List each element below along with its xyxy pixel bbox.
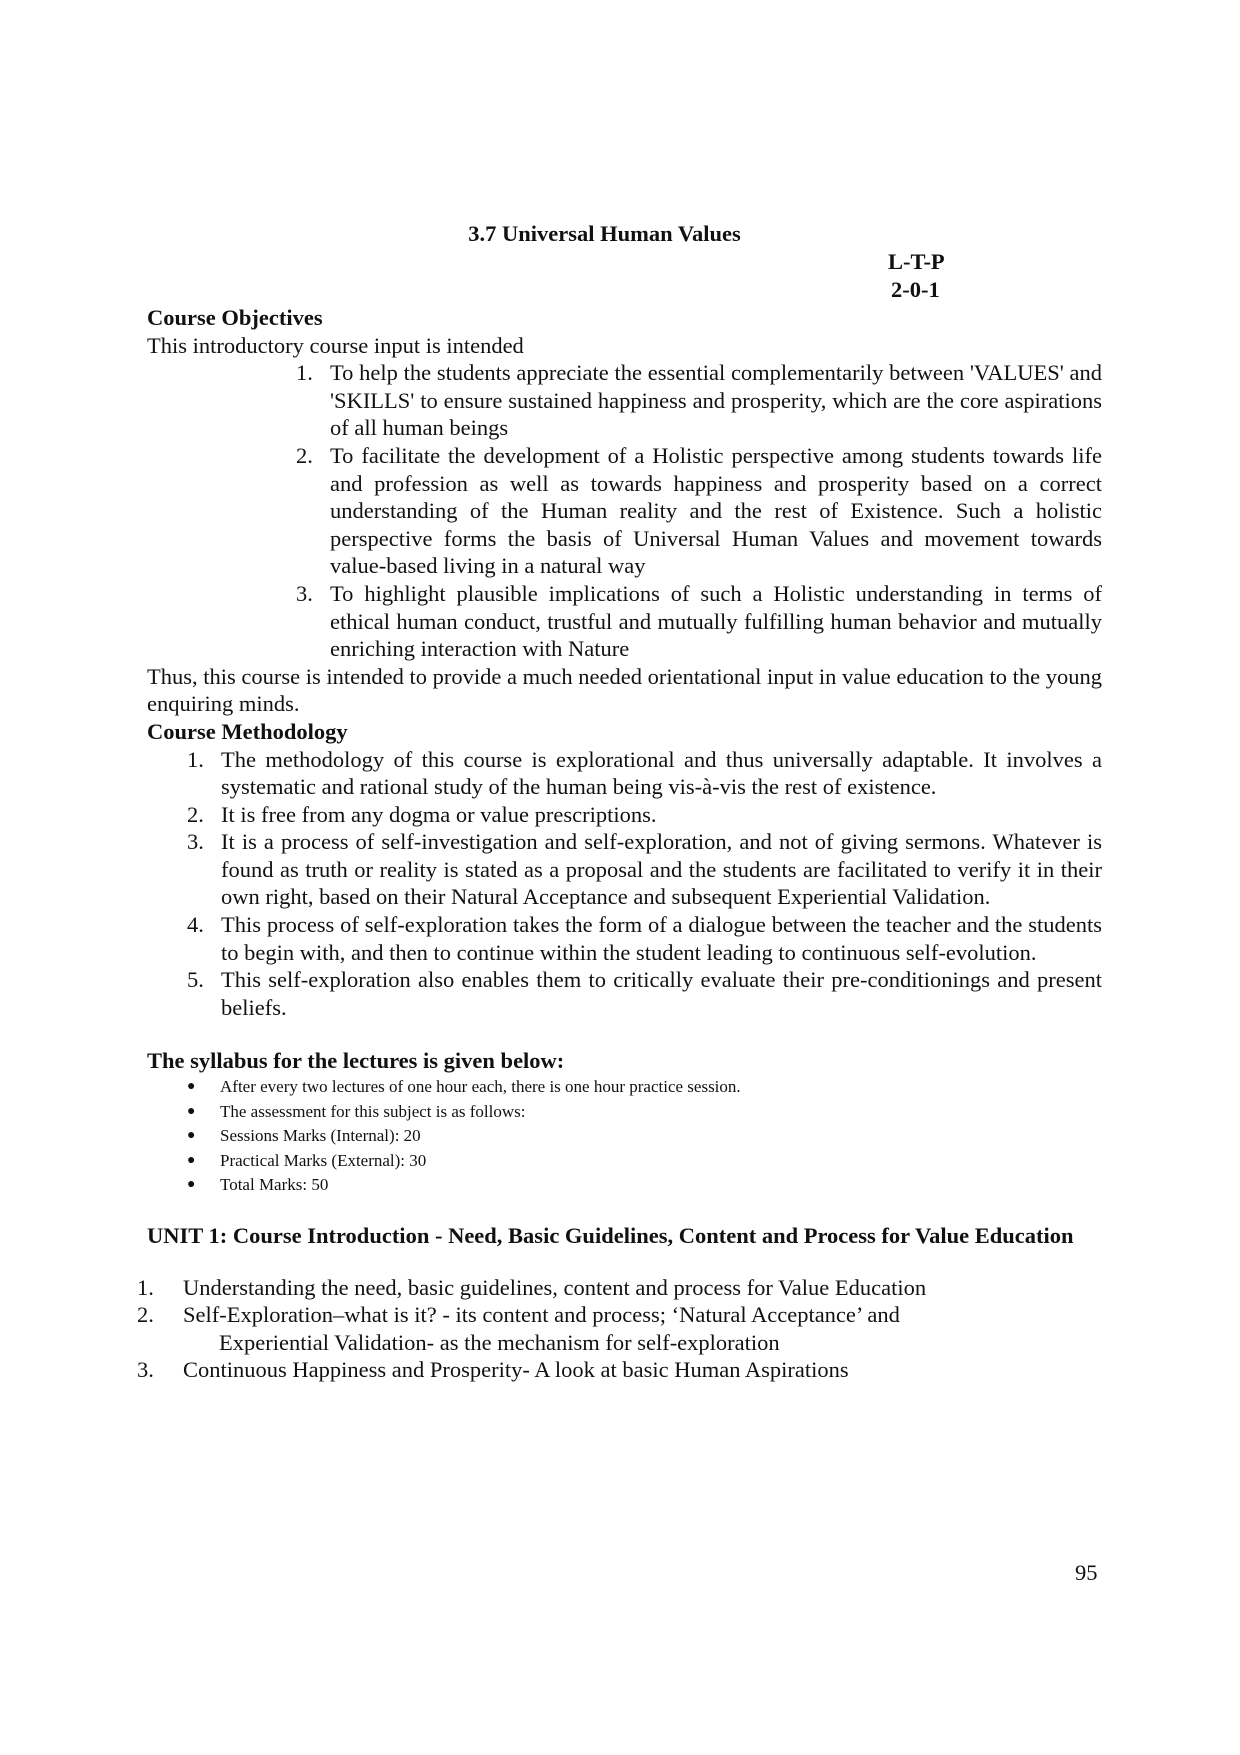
list-item <box>137 1274 1102 1302</box>
item-number: 4. <box>187 912 204 938</box>
item-text: Total Marks: 50 <box>220 1175 329 1195</box>
objectives-heading: Course Objectives <box>147 305 323 330</box>
bullet-icon: ● <box>187 1152 196 1168</box>
item-text: The assessment for this subject is as follows: <box>220 1101 526 1121</box>
unit1-heading: UNIT 1: Course Introduction - Need, Basic Guidelines, Content and Process for Value Education <box>147 1223 1074 1248</box>
item-text: To help the students appreciate the essential complementarily between 'VALUES' and 'SKILLS' to ensure sustained happiness and prosperity, which are the core aspirations of all human beings <box>330 360 1102 441</box>
list-item <box>187 746 1102 801</box>
list-item <box>187 1149 1102 1174</box>
list-item <box>187 1100 1102 1125</box>
list-item <box>137 1356 1102 1384</box>
bullet-icon: ● <box>187 1079 196 1095</box>
item-text: Continuous Happiness and Prosperity- A look at basic Human Aspirations <box>183 1357 849 1383</box>
item-number: 2. <box>137 1302 154 1328</box>
item-text: It is free from any dogma or value prescriptions. <box>221 801 657 827</box>
list-item <box>187 966 1102 1021</box>
item-number: 5. <box>187 967 204 993</box>
item-text: This process of self-exploration takes the form of a dialogue between the teacher and the students to begin with, and then to continue within the student leading to continuous self-evolution. <box>221 912 1102 965</box>
list-item <box>187 1173 1102 1198</box>
item-number: 1. <box>137 1274 154 1300</box>
item-text: Sessions Marks (Internal): 20 <box>220 1126 421 1146</box>
objectives-intro: This introductory course input is intended <box>147 332 524 358</box>
list-item <box>187 1124 1102 1149</box>
objectives-list <box>147 359 1102 663</box>
item-text: To highlight plausible implications of such a Holistic understanding in terms of ethical human conduct, trustful and mutually fulfilling human behavior and mutually enriching interaction with Nature <box>330 580 1102 662</box>
bullet-icon: ● <box>187 1128 196 1144</box>
item-number: 3. <box>296 580 313 606</box>
syllabus-list <box>147 1075 1102 1198</box>
item-number: 3. <box>187 829 204 855</box>
list-item <box>187 1075 1102 1100</box>
syllabus-heading: The syllabus for the lectures is given below: <box>147 1048 565 1074</box>
document-page <box>137 220 1102 1384</box>
item-text-continuation: Experiential Validation- as the mechanism for self-exploration <box>219 1329 780 1355</box>
item-text: It is a process of self-investigation and self-exploration, and not of giving sermons. Whatever is found as truth or reality is stated as a proposal and the students are facilitated to verify it in their own right, based on their Natural Acceptance and subsequent Experiential Validation. <box>221 829 1102 910</box>
item-number: 2. <box>296 442 313 468</box>
bullet-icon: ● <box>187 1103 196 1119</box>
ltp-label: L-T-P <box>888 249 945 274</box>
item-text: To facilitate the development of a Holistic perspective among students towards life and profession as well as towards happiness and prosperity based on a correct understanding of the Human reality and the rest of Existence. Such a holistic perspective forms the basis of Universal Human Values and movement towards value-based living in a natural way <box>330 442 1102 579</box>
unit1-list <box>137 1274 1102 1384</box>
item-text: After every two lectures of one hour each, there is one hour practice session. <box>220 1077 741 1097</box>
item-text: Understanding the need, basic guidelines, content and process for Value Education <box>183 1274 927 1300</box>
item-text: Self-Exploration–what is it? - its content and process; ‘Natural Acceptance’ and <box>183 1302 900 1328</box>
item-text: This self-exploration also enables them to critically evaluate their pre-conditionings and present beliefs. <box>221 967 1102 1020</box>
list-item <box>137 1301 1102 1356</box>
objectives-conclusion: Thus, this course is intended to provide a much needed orientational input in value education to the young enquiring minds. <box>147 663 1102 717</box>
list-item <box>187 828 1102 911</box>
item-text: Practical Marks (External): 30 <box>220 1150 427 1170</box>
item-number: 1. <box>187 746 204 772</box>
methodology-heading: Course Methodology <box>147 718 348 744</box>
list-item <box>187 801 1102 829</box>
page-number: 95 <box>1075 1560 1098 1585</box>
item-number: 2. <box>187 801 204 827</box>
ltp-value: 2-0-1 <box>891 277 940 302</box>
list-item <box>296 442 1102 580</box>
course-title: 3.7 Universal Human Values <box>468 221 741 246</box>
list-item <box>296 359 1102 442</box>
item-number: 3. <box>137 1357 154 1383</box>
item-text: The methodology of this course is explorational and thus universally adaptable. It involves a systematic and rational study of the human being vis-à-vis the rest of existence. <box>221 746 1102 800</box>
bullet-icon: ● <box>187 1177 196 1193</box>
list-item <box>187 911 1102 966</box>
methodology-list <box>147 746 1102 1022</box>
list-item <box>296 580 1102 663</box>
item-number: 1. <box>296 360 313 386</box>
